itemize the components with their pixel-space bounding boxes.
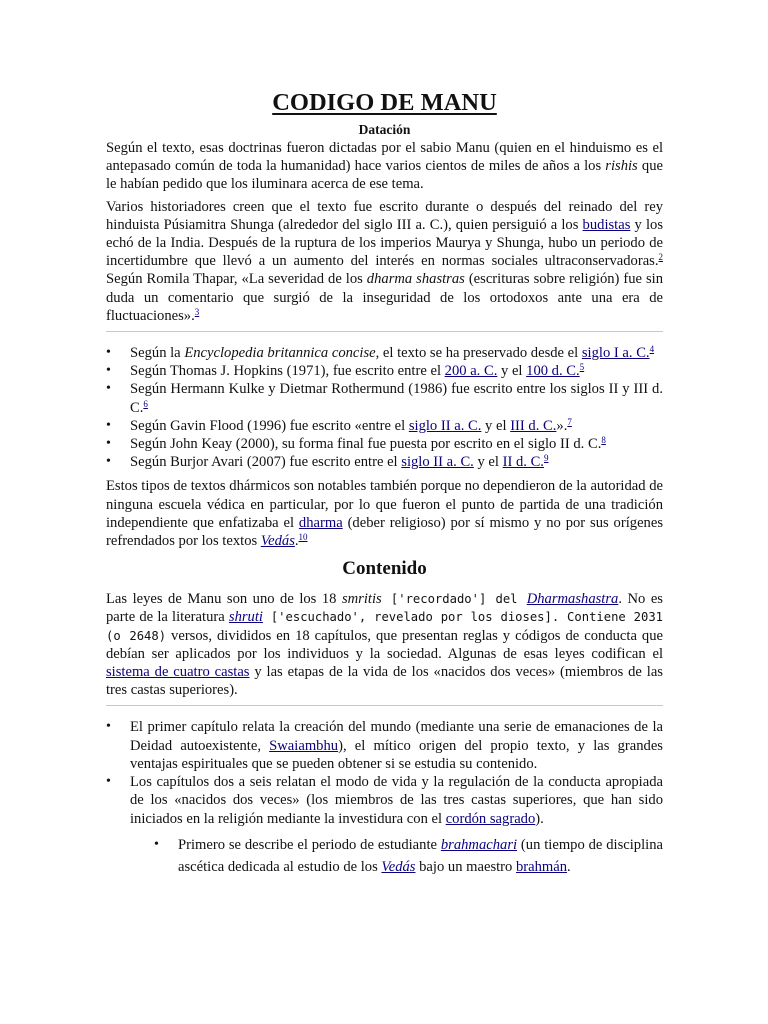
divider [106,705,663,706]
term-smritis: smritis [341,591,382,608]
text: Según Gavin Flood (1996) fue escrito «entre el [130,417,409,434]
paragraph-historians [106,198,663,325]
term-encyclopedia: Encyclopedia britannica concise [184,345,376,362]
list-item [106,718,663,773]
term-rishis: rishis [605,158,638,175]
paragraph-origin [106,139,663,194]
text: El primer capítulo relata la creación del mundo (mediante una serie de emanaciones de la Deidad autoexistente, [130,719,663,754]
text: (un tiempo de disciplina ascética dedicada al estudio de los [178,836,663,875]
link-siglo-ii-ac[interactable]: siglo II a. C. [401,454,474,471]
text: ». [556,417,568,434]
content-list [106,718,663,877]
list-item [106,773,663,878]
text: Las leyes de Manu son uno de los 18 [106,591,342,608]
text: (deber religioso) por sí mismo y no por sus orígenes refrendados por los textos [106,514,663,550]
list-item [106,380,663,416]
text: y los echó de la India. Después de la ruptura de los imperios Maurya y Shunga, hubo un periodo de incertidumbre que llevó a un aumento del interés en normas sociales ultraconservadoras. [106,216,663,270]
footnote-link-2[interactable]: 2 [658,252,663,263]
text: . [294,533,299,550]
footnote-link-10[interactable]: 10 [298,532,308,543]
text: . No es parte de la literatura [106,591,663,626]
footnote-link-4[interactable]: 4 [649,344,655,355]
dating-list [106,344,663,471]
link-vedas[interactable]: Vedás [260,533,295,550]
text: Según Burjor Avari (2007) fue escrito entre el [130,454,402,471]
footnote-link-3[interactable]: 3 [194,306,200,317]
text: Según Romila Thapar, «La severidad de los [106,271,367,288]
list-item [106,344,663,362]
link-cordon-sagrado[interactable]: cordón sagrado [445,810,536,827]
gloss-escuchado: ['escuchado', revelado por los dioses]. Contiene 2031 (o 2648) [106,610,663,643]
link-shruti[interactable]: shruti [228,609,263,626]
text: Primero se describe el periodo de estudiante [178,836,441,853]
link-brahman[interactable]: brahmán [515,858,568,875]
nested-list [130,834,663,878]
link-200-ac[interactable]: 200 a. C. [444,363,498,380]
text: Estos tipos de textos dhármicos son notables también porque no dependieron de la autoridad de ninguna escuela védica en particular, por lo que fueron el punto de partida de una tradición independiente que enfatizaba el [106,478,663,531]
text: Varios historiadores creen que el texto fue escrito durante o después del reinado del rey hinduista Púsiamitra Shunga (alrededor del siglo III a. C.), quien persiguió a los [106,198,663,233]
footnote-ref-2 [659,252,664,262]
text: Según Hermann Kulke y Dietmar Rothermund (1986) fue escrito entre los siglos II y III d. C. [130,381,663,416]
section-heading-datacion: Datación [358,122,411,137]
text: Según John Keay (2000), su forma final fue puesta por escrito en el siglo II d. C. [130,436,602,453]
footnote-link-7[interactable]: 7 [567,416,572,427]
text: (escrituras sobre religión) fue sin duda un comentario que surgió de la inseguridad de los ortodoxos ante una era de fluctuaciones». [106,271,664,324]
link-dharma[interactable]: dharma [298,514,343,531]
section-heading-contenido: Contenido [342,558,427,580]
text: , el texto se ha preservado desde el [375,345,582,362]
text: que le habían pedido que los iluminara acerca de ese tema. [106,158,663,193]
footnote-ref-6 [143,399,148,409]
link-siglo-ii-ac[interactable]: siglo II a. C. [408,417,482,434]
paragraph-dharmic-texts [106,477,663,550]
text: y las etapas de la vida de los «nacidos dos veces» (miembros de las tres castas superiores). [106,664,663,699]
list-item [154,834,663,878]
text: ), el mítico origen del propio texto, y las grandes ventajas espirituales que se pueden obtener si se estudia su contenido. [130,737,663,772]
document-page [106,88,663,878]
text: Los capítulos dos a seis relatan el modo de vida y la regulación de la conducta apropiada de los «nacidos dos veces» (los miembros de las tres castas superiores, que han sido iniciados en la religión mediante la investidura con el [130,774,663,827]
term-dharma-shastras: dharma shastras [366,271,465,288]
text: Según la [130,345,185,362]
list-item [106,417,663,435]
list-item [106,453,663,471]
link-iii-dc[interactable]: III d. C. [510,417,557,434]
footnote-link-8[interactable]: 8 [601,435,606,446]
link-sistema-de-cuatro-castas[interactable]: sistema de cuatro castas [106,664,250,681]
link-swaiambhu[interactable]: Swaiambhu [269,737,339,754]
link-vedas[interactable]: Vedás [381,858,416,875]
footnote-link-5[interactable]: 5 [579,362,585,373]
footnote-ref-9 [544,453,549,463]
footnote-ref-8 [601,435,606,445]
text: y el [481,417,511,434]
link-ii-dc[interactable]: II d. C. [502,454,544,471]
text: y el [473,454,503,471]
footnote-ref-10 [299,532,308,542]
footnote-link-6[interactable]: 6 [143,398,148,409]
text: y el [497,363,527,380]
link-dharmashastra[interactable]: Dharmashastra [526,591,619,608]
footnote-ref-5 [580,362,585,372]
text: ). [535,810,544,827]
text: Según Thomas J. Hopkins (1971), fue escrito entre el [130,363,445,380]
footnote-ref-4 [650,344,655,354]
divider [106,331,663,332]
list-item [106,362,663,380]
footnote-ref-7 [567,417,572,427]
page-title: CODIGO DE MANU [272,89,497,116]
text: Según el texto, esas doctrinas fueron dictadas por el sabio Manu (quien en el hinduismo es el antepasado común de toda la humanidad) hace varios cientos de miles de años a los [106,140,663,175]
link-siglo-i-ac[interactable]: siglo I a. C. [581,345,650,362]
link-budistas[interactable]: budistas [582,216,631,233]
footnote-ref-3 [195,307,200,317]
gloss-recordado: ['recordado'] del [381,592,527,607]
list-item [106,435,663,453]
paragraph-laws [106,590,663,699]
text: bajo un maestro [415,858,516,875]
text: versos, divididos en 18 capítulos, que presentan reglas y códigos de conducta que debían ser aplicados por los individuos y la sociedad. Algunas de esas leyes codifican el [106,627,663,662]
link-brahmachari[interactable]: brahmachari [440,836,518,853]
link-100-dc[interactable]: 100 d. C. [526,363,580,380]
footnote-link-9[interactable]: 9 [543,453,549,464]
text: . [567,858,571,875]
